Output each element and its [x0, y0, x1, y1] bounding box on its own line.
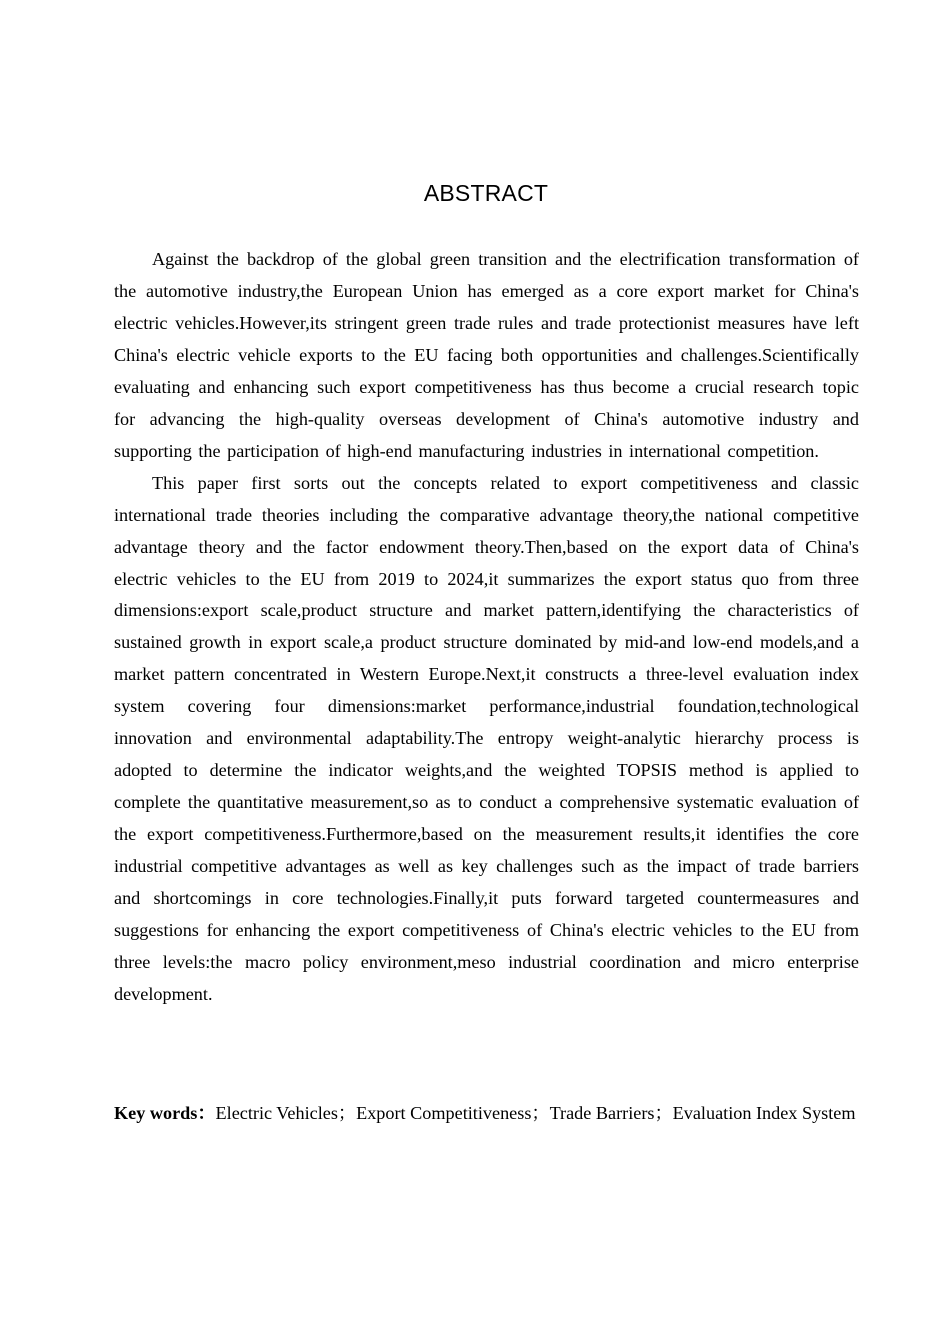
abstract-title: ABSTRACT: [423, 180, 549, 206]
keywords-label: Key words：: [114, 1103, 216, 1123]
abstract-body: [114, 244, 859, 1011]
abstract-paragraph-2: This paper first sorts out the concepts related to export competitiveness and classic international trade theories including the comparative advantage theory,the national competitive advantage theory and the factor endowment theory.Then,based on the export data of China's electric vehicles to the EU from 2019 to 2024,it summarizes the export status quo from three dimensions:export scale,product structure and market pattern,identifying the characteristics of sustained growth in export scale,a product structure dominated by mid-and low-end models,and a market pattern concentrated in Western Europe.Next,it constructs a three-level evaluation index system covering four dimensions:market performance,industrial foundation,technological innovation and environmental adaptability.The entropy weight-analytic hierarchy process is adopted to determine the indicator weights,and the weighted TOPSIS method is applied to complete the quantitative measurement,so as to conduct a comprehensive systematic evaluation of the export competitiveness.Furthermore,based on the measurement results,it identifies the core industrial competitive advantages as well as key challenges such as the impact of trade barriers and shortcomings in core technologies.Finally,it puts forward targeted countermeasures and suggestions for enhancing the export competitiveness of China's electric vehicles to the EU from three levels:the macro policy environment,meso industrial coordination and micro enterprise development.: [114, 472, 859, 1004]
abstract-paragraph-1: Against the backdrop of the global green transition and the electrification transformation of the automotive industry,the European Union has emerged as a core export market for China's electric vehicles.However,its stringent green trade rules and trade protectionist measures have left China's electric vehicle exports to the EU facing both opportunities and challenges.Scientifically evaluating and enhancing such export competitiveness has thus become a crucial research topic for advancing the high-quality overseas development of China's automotive industry and supporting the participation of high-end manufacturing industries in international competition.: [114, 249, 859, 461]
keywords-line: [114, 1102, 859, 1124]
keywords-text: Electric Vehicles；Export Competitiveness；Trade Barriers；Evaluation Index System: [215, 1103, 856, 1123]
